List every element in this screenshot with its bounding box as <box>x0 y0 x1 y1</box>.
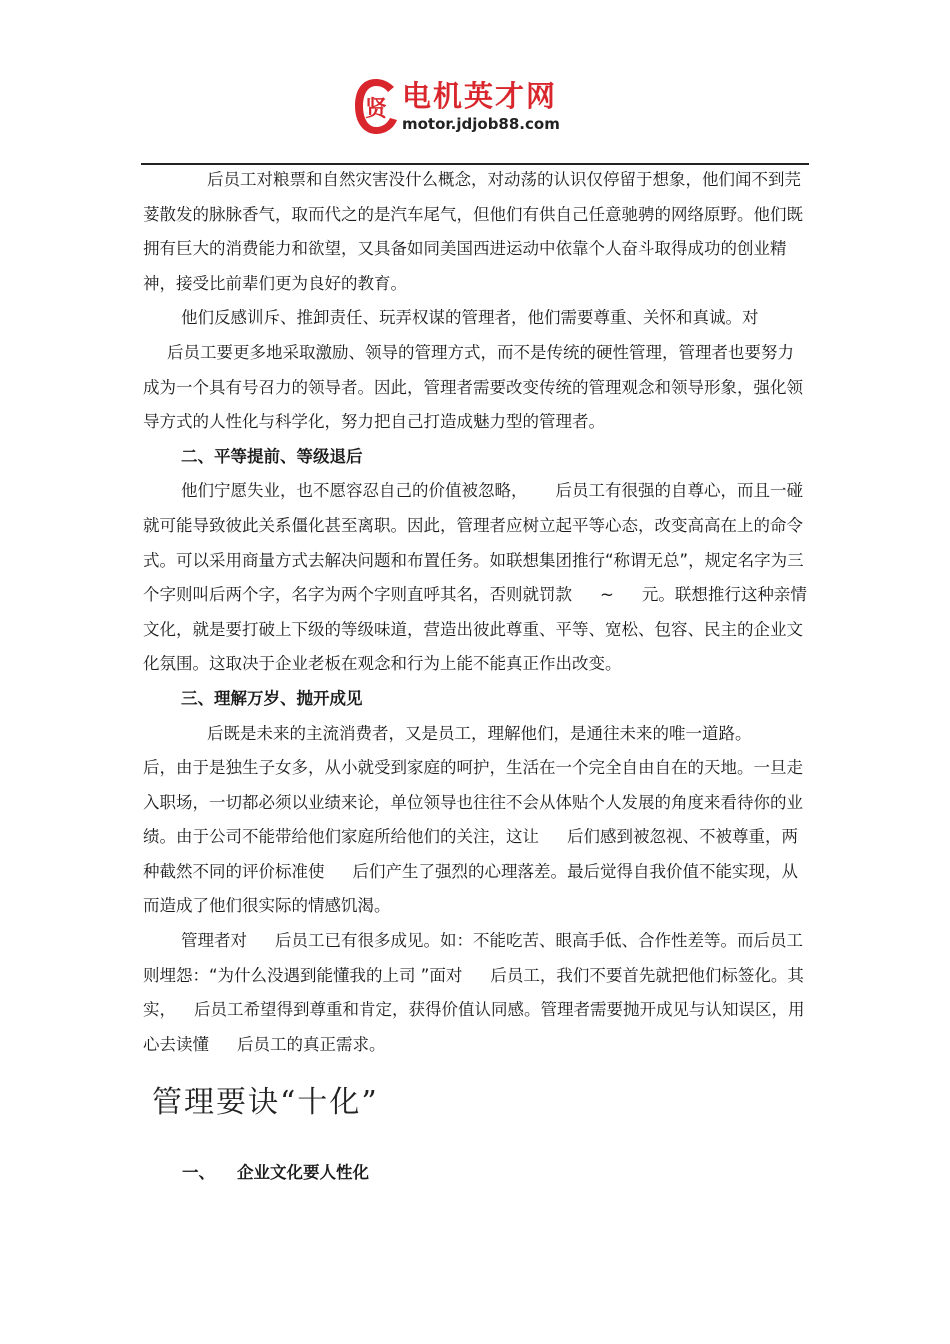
paragraph <box>143 474 809 682</box>
paragraph <box>143 924 809 1062</box>
text-run: 后，由于是独生子女多，从小就受到家庭的呵护，生活在一个完全自由自在的天地。一旦走入职场，一切都必须以业绩来论，单位领导也往往不会从体贴个人发展的角度来看待你的业绩。由于公司不能带给他们家庭所给他们的关注，这让 <box>143 758 803 847</box>
text-run: 后员工则埋怨：“为什么没遇到能懂我的上司 ”面对 <box>143 931 803 985</box>
section-heading: 二、平等提前、等级退后 <box>181 446 363 466</box>
site-header <box>352 76 612 142</box>
site-logo-icon <box>352 76 400 138</box>
text-run: 元。联想推行这种亲情文化，就是要打破上下级的等级味道，营造出彼此尊重、平等、宽松、包容、民主的企业文化氛围。这取决于企业老板在观念和行为上能不能真正作出改变。 <box>143 585 807 674</box>
paragraph <box>143 751 809 924</box>
text-run: 后员工，我们不要首先就把他们标签化。其实， <box>143 965 804 1020</box>
document-body <box>143 163 809 1062</box>
text-run: 管理者对 <box>181 931 247 951</box>
document-title: 管理要诀“十化” <box>152 1085 379 1120</box>
paragraph: 后既是未来的主流消费者，又是员工，理解他们，是通往未来的唯一道路。 <box>207 723 752 743</box>
section-heading: 三、理解万岁、抛开成见 <box>181 688 363 708</box>
text-run: 后们感到被忽视、不被尊重，两种截然不同的评价标准使 <box>143 827 798 881</box>
text-run: 后们产生了强烈的心理落差。最后觉得自我价值不能实现，从而造成了他们很实际的情感饥渴。 <box>143 861 798 916</box>
tilde: ~ <box>600 585 614 605</box>
subsection-heading <box>182 1158 369 1188</box>
subsection-number: 一、 <box>182 1163 215 1182</box>
text-run: 他们宁愿失业，也不愿容忍自己的价值被忽略， <box>181 481 528 501</box>
paragraph: 后员工要更多地采取激励、领导的管理方式，而不是传统的硬性管理，管理者也要努力成为一个具有号召力的领导者。因此，管理者需要改变传统的管理观念和领导形象，强化领导方式的人性化与科学化，努力把自己打造成魅力型的管理者。 <box>143 342 803 432</box>
text-run: 后员工的真正需求。 <box>237 1034 386 1054</box>
text-run: 后员工有很强的自尊心，而且一碰就可能导致彼此关系僵化甚至离职。因此，管理者应树立起平等心态，改变高高在上的命令式。可以采用商量方式去解决问题和布置任务。如联想集团推行“称谓无总”，规定名字为三个字则叫后两个字，名字为两个字则直呼其名，否则就罚款 <box>143 481 804 605</box>
subsection-text: 企业文化要人性化 <box>237 1163 369 1182</box>
logo-glyph: 贤 <box>364 97 388 122</box>
text-run: 后员工希望得到尊重和肯定，获得价值认同感。管理者需要抛开成见与认知误区，用心去读懂 <box>143 1000 805 1054</box>
paragraph: 他们反感训斥、推卸责任、玩弄权谋的管理者，他们需要尊重、关怀和真诚。对 <box>181 308 759 328</box>
paragraph: 后员工对粮票和自然灾害没什么概念，对动荡的认识仅停留于想象，他们闻不到芫荽散发的脉脉香气，取而代之的是汽车尾气，但他们有供自己任意驰骋的网络原野。他们既拥有巨大的消费能力和欲望，又具备如同美国西进运动中依靠个人奋斗取得成功的创业精神，接受比前辈们更为良好的教育。 <box>143 170 803 293</box>
site-url: motor.jdjob88.com <box>402 115 560 133</box>
site-name: 电机英才网 <box>402 79 558 113</box>
text-run: 后员工已有很多成见。如：不能吃苦、眼高手低、合作性差等。而 <box>275 931 754 951</box>
